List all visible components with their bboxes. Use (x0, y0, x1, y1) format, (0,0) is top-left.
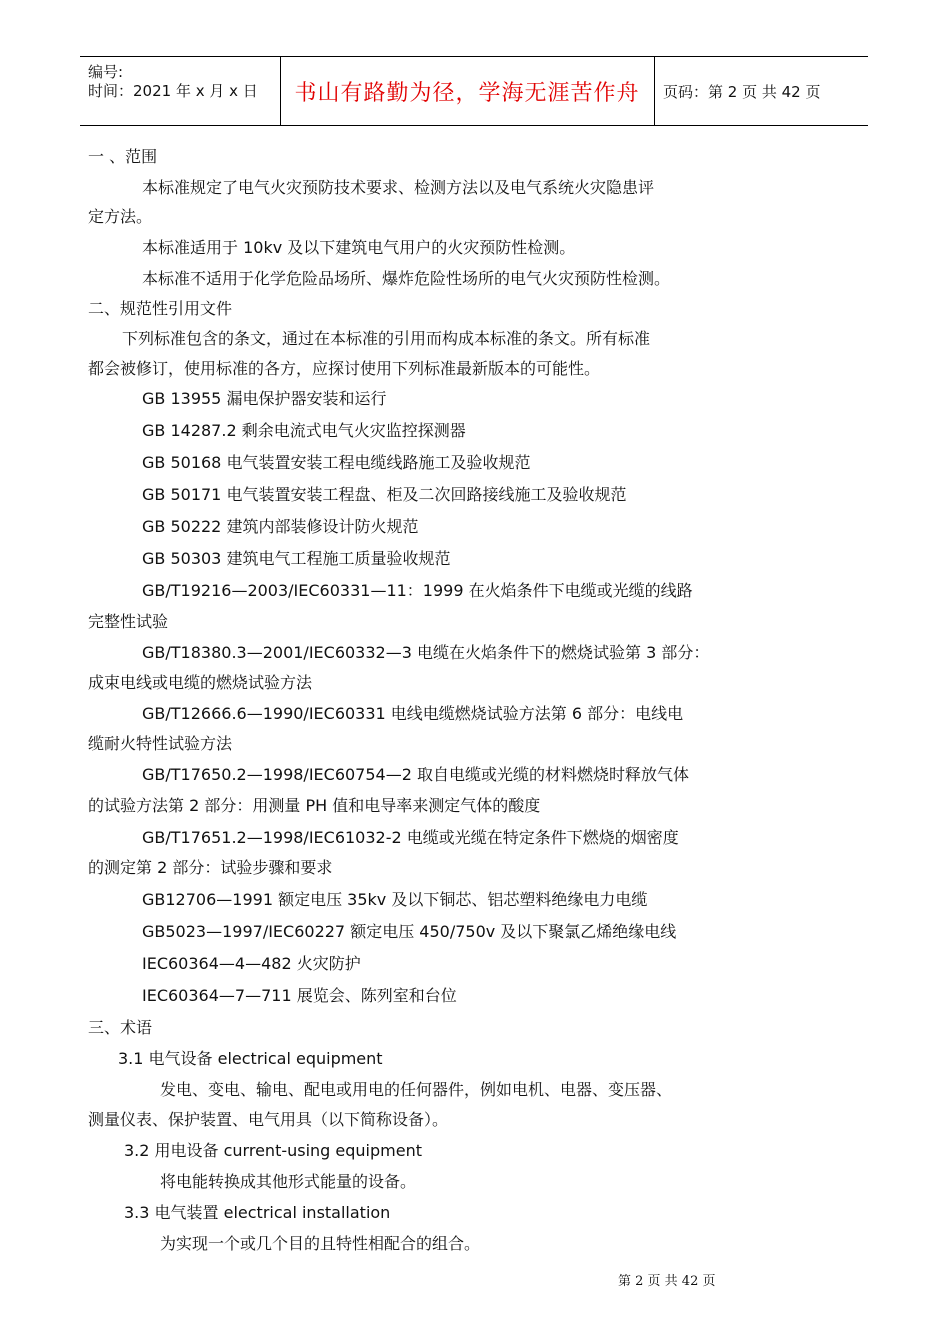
paragraph-line: 下列标准包含的条文，通过在本标准的引用而构成本标准的条文。所有标准 (122, 329, 651, 348)
term-heading: 3.3 电气装置 electrical installation (124, 1203, 391, 1222)
section-heading-scope: 一 、范围 (88, 147, 158, 166)
reference-item: GB 13955 漏电保护器安装和运行 (142, 389, 387, 408)
reference-item: GB12706—1991 额定电压 35kv 及以下铜芯、铝芯塑料绝缘电力电缆 (142, 890, 648, 909)
reference-item-continued: 的测定第 2 部分：试验步骤和要求 (88, 858, 333, 877)
reference-item: GB 50303 建筑电气工程施工质量验收规范 (142, 549, 451, 568)
reference-item-continued: 成束电线或电缆的燃烧试验方法 (88, 673, 313, 692)
section-heading-terms: 三、术语 (88, 1018, 153, 1037)
reference-item: GB/T18380.3—2001/IEC60332—3 电缆在火焰条件下的燃烧试验第 3 部分： (142, 643, 710, 662)
paragraph-line: 本标准适用于 10kv 及以下建筑电气用户的火灾预防性检测。 (142, 238, 576, 257)
paragraph-line: 本标准不适用于化学危险品场所、爆炸危险性场所的电气火灾预防性检测。 (142, 269, 671, 288)
reference-item: GB/T19216—2003/IEC60331—11：1999 在火焰条件下电缆或光缆的线路 (142, 581, 693, 600)
time-label: 时间：2021 年 x 月 x 日 (88, 82, 258, 100)
header-motto-cell (280, 57, 655, 125)
serial-label: 编号: (88, 63, 124, 81)
reference-item-continued: 完整性试验 (88, 612, 169, 631)
page-info: 页码：第 2 页 共 42 页 (663, 82, 821, 101)
reference-item: GB 14287.2 剩余电流式电气火灾监控探测器 (142, 421, 466, 440)
reference-item: IEC60364—4—482 火灾防护 (142, 954, 361, 973)
reference-item: GB 50168 电气装置安装工程电缆线路施工及验收规范 (142, 453, 531, 472)
reference-item: GB/T17651.2—1998/IEC61032-2 电缆或光缆在特定条件下燃烧的烟密度 (142, 828, 679, 847)
page-header (80, 56, 868, 126)
paragraph-line: 定方法。 (88, 207, 153, 226)
reference-item: GB 50222 建筑内部装修设计防火规范 (142, 517, 419, 536)
header-meta-cell (80, 57, 281, 125)
term-definition: 为实现一个或几个目的且特性相配合的组合。 (160, 1234, 481, 1253)
reference-item: GB 50171 电气装置安装工程盘、柜及二次回路接线施工及验收规范 (142, 485, 627, 504)
page-footer: 第 2 页 共 42 页 (618, 1274, 716, 1289)
paragraph-line: 都会被修订，使用标准的各方，应探讨使用下列标准最新版本的可能性。 (88, 359, 601, 378)
reference-item: GB/T12666.6—1990/IEC60331 电线电缆燃烧试验方法第 6 部分：电线电 (142, 704, 684, 723)
reference-item: GB/T17650.2—1998/IEC60754—2 取自电缆或光缆的材料燃烧时释放气体 (142, 765, 689, 784)
reference-item-continued: 的试验方法第 2 部分：用测量 PH 值和电导率来测定气体的酸度 (88, 796, 541, 815)
term-definition: 将电能转换成其他形式能量的设备。 (160, 1172, 417, 1191)
reference-item: GB5023—1997/IEC60227 额定电压 450/750v 及以下聚氯乙烯绝缘电线 (142, 922, 677, 941)
motto: 书山有路勤为径，学海无涯苦作舟 (294, 80, 640, 106)
term-heading: 3.2 用电设备 current-using equipment (124, 1141, 423, 1160)
section-heading-references: 二、规范性引用文件 (88, 299, 233, 318)
term-definition: 发电、变电、输电、配电或用电的任何器件，例如电机、电器、变压器、 (160, 1080, 673, 1099)
reference-item-continued: 缆耐火特性试验方法 (88, 734, 233, 753)
reference-item: IEC60364—7—711 展览会、陈列室和台位 (142, 986, 457, 1005)
term-definition: 测量仪表、保护装置、电气用具（以下简称设备）。 (88, 1110, 449, 1129)
paragraph-line: 本标准规定了电气火灾预防技术要求、检测方法以及电气系统火灾隐患评 (142, 178, 655, 197)
header-page-cell (655, 57, 868, 125)
term-heading: 3.1 电气设备 electrical equipment (118, 1049, 383, 1068)
